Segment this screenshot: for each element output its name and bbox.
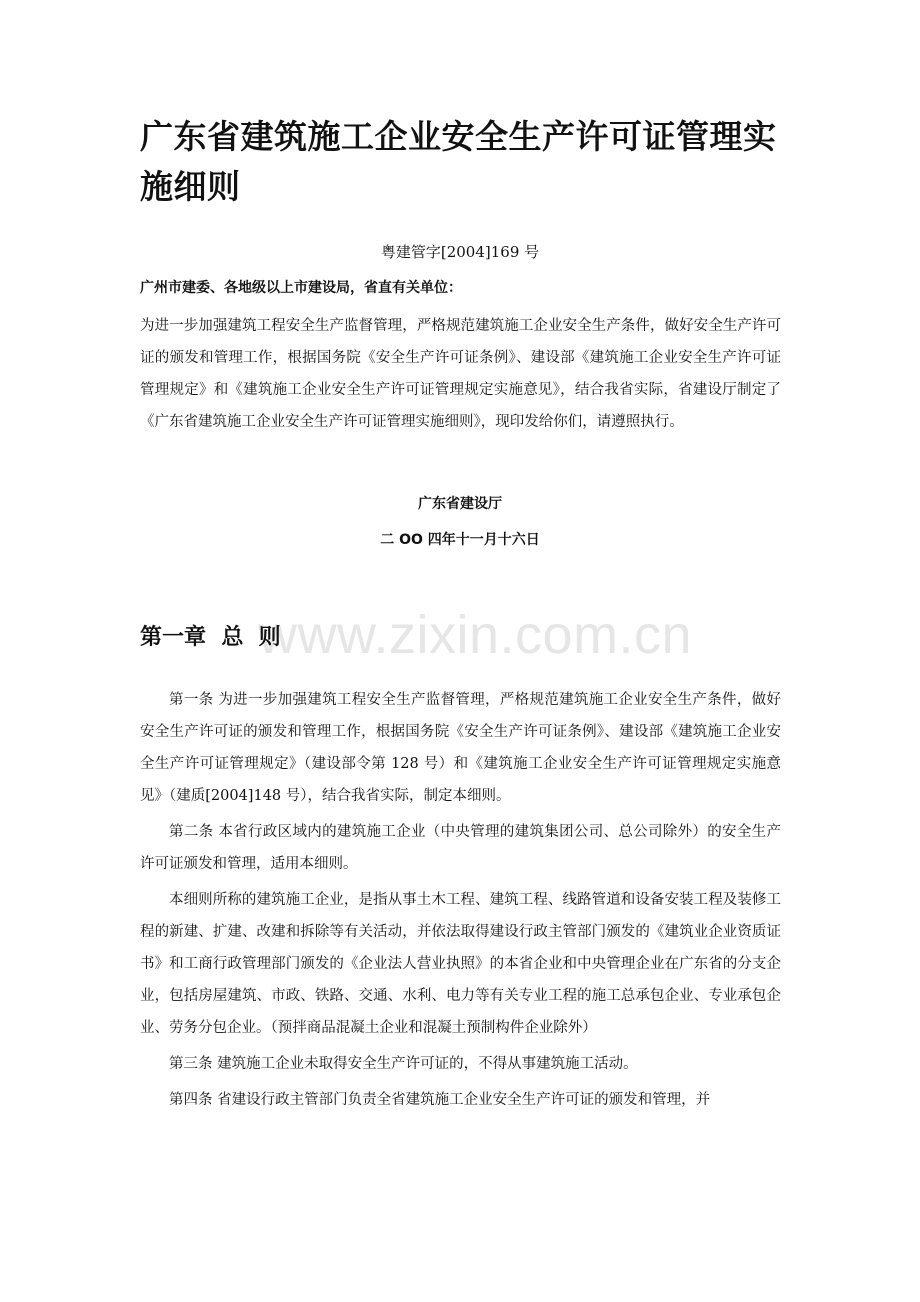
intro-paragraph: 为进一步加强建筑工程安全生产监督管理，严格规范建筑施工企业安全生产条件，做好安全生产许可证的颁发和管理工作，根据国务院《安全生产许可证条例》、建设部《建筑施工企业安全生产许可证管理规定》和《建筑施工企业安全生产许可证管理规定实施意见》，结合我省实际，省建设厅制定了《广东省建筑施工企业安全生产许可证管理实施细则》，现印发给你们，请遵照执行。: [140, 318, 781, 430]
issue-date: 二 OO 四年十一月十六日: [380, 532, 540, 548]
watermark: www.zixin.com.cn: [258, 605, 693, 665]
article-paragraph: 第二条 本省行政区域内的建筑施工企业（中央管理的建筑集团公司、总公司除外）的安全生产许可证颁发和管理，适用本细则。: [140, 824, 781, 872]
article-body: [140, 684, 781, 1120]
document-title: 广东省建筑施工企业安全生产许可证管理实施细则: [140, 117, 777, 206]
chapter-heading: 第一章 总 则: [140, 625, 281, 650]
article-paragraph: 本细则所称的建筑施工企业，是指从事土木工程、建筑工程、线路管道和设备安装工程及装修工程的新建、扩建、改建和拆除等有关活动，并依法取得建设行政主管部门颁发的《建筑业企业资质证书》和工商行政管理部门颁发的《企业法人营业执照》的本省企业和中央管理企业在广东省的分支企业，包括房屋建筑、市政、铁路、交通、水利、电力等有关专业工程的施工总承包企业、专业承包企业、劳务分包企业。（预拌商品混凝土企业和混凝土预制构件企业除外）: [140, 892, 781, 1036]
salutation: 广州市建委、各地级以上市建设局，省直有关单位：: [140, 280, 462, 296]
article-paragraph: 第三条 建筑施工企业未取得安全生产许可证的，不得从事建筑施工活动。: [169, 1056, 638, 1072]
document-number: 粤建管字[2004]169 号: [380, 243, 540, 261]
issuer-name: 广东省建设厅: [418, 496, 502, 512]
article-paragraph: 第四条 省建设行政主管部门负责全省建筑施工企业安全生产许可证的颁发和管理，并: [169, 1092, 711, 1108]
article-paragraph: 第一条 为进一步加强建筑工程安全生产监督管理，严格规范建筑施工企业安全生产条件，做好安全生产许可证的颁发和管理工作，根据国务院《安全生产许可证条例》、建设部《建筑施工企业安全生产许可证管理规定》（建设部令第 128 号）和《建筑施工企业安全生产许可证管理规定实施意见》（建质[2004]148 号），结合我省实际，制定本细则。: [140, 692, 781, 804]
